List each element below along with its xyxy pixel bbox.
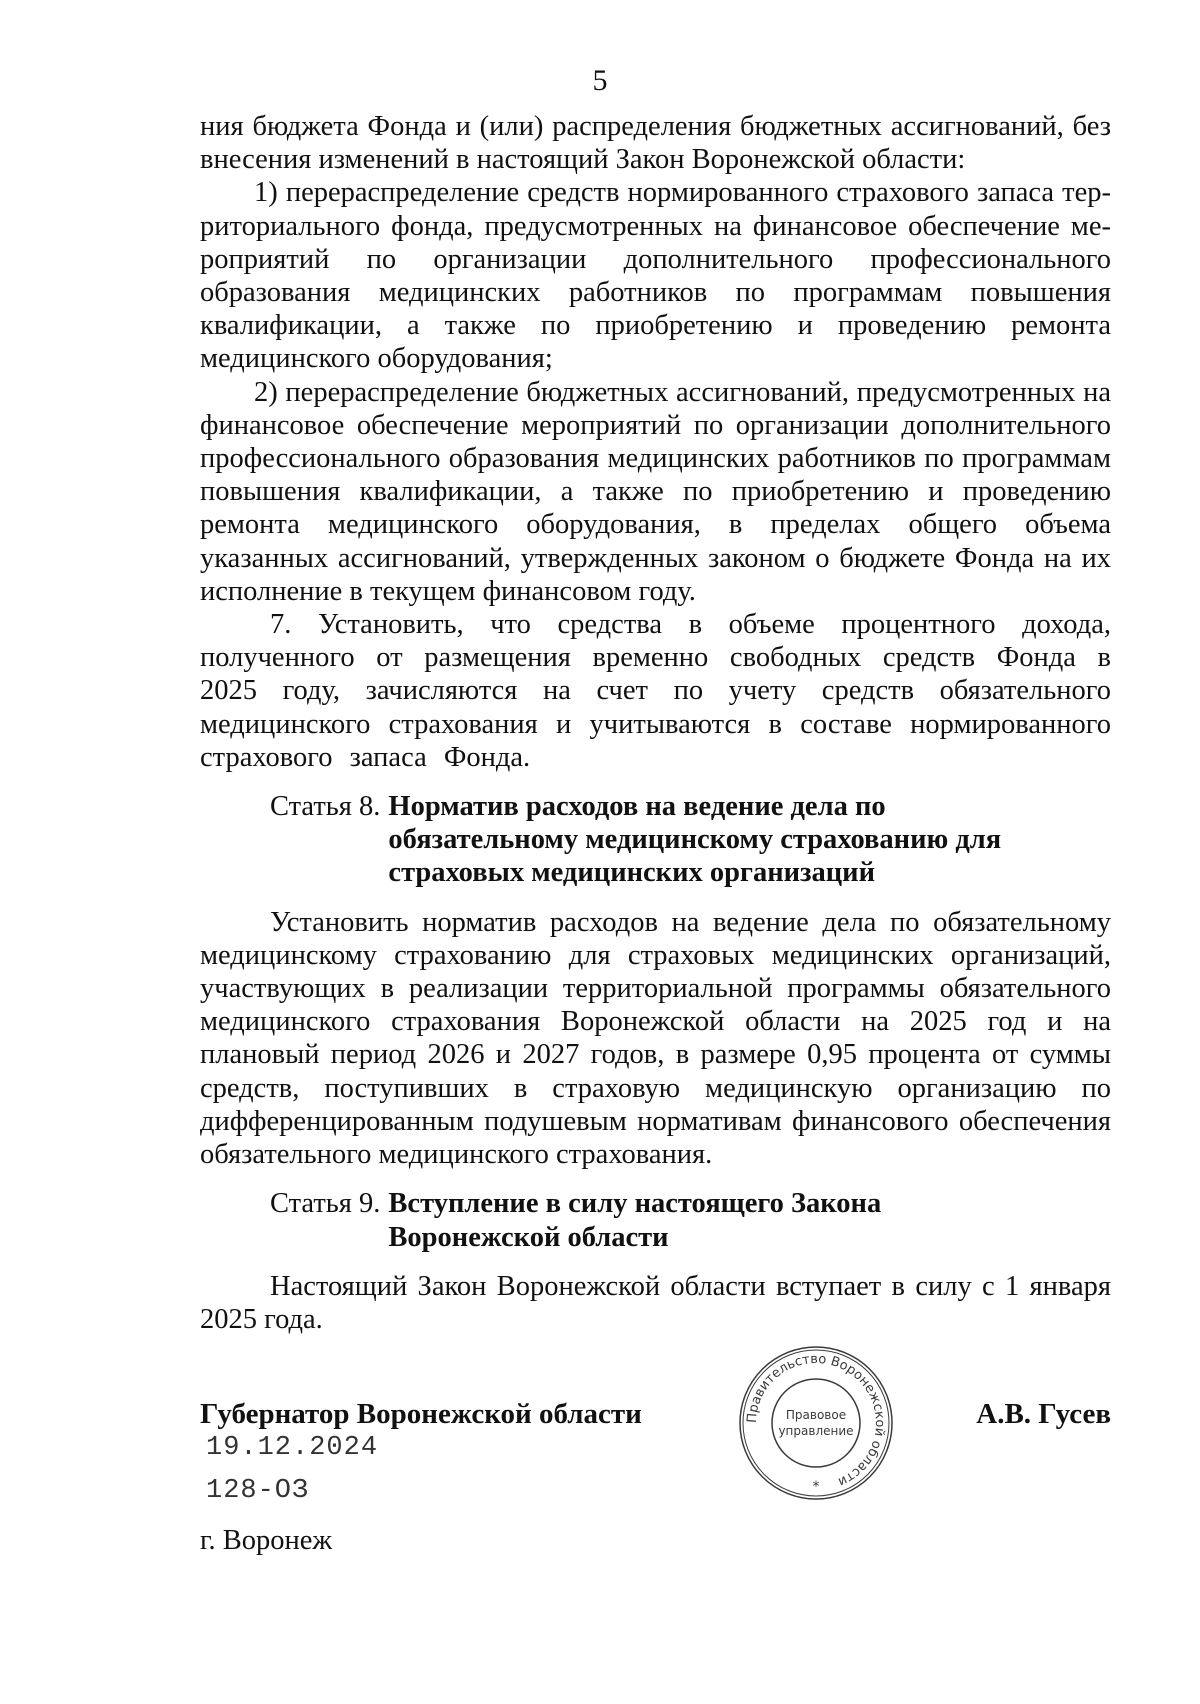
article-8-prefix: Статья 8.	[270, 791, 381, 823]
page-number: 5	[592, 64, 608, 97]
article-8-text: Установить норматив расходов на ведение дела по обязательному медицинскому страхованию для страховых медицинских организаций, участвующих в реализации территориальной программы обязательного медицинского страхования Воронежской области на 2025 год и на плановый период 2026 и 2027 годов, в размере 0,95 процента от суммы средств, поступивших в страховую медицинскую организацию по дифференцированным подушевым нормативам финансового обеспечения обязательного медицинского страхования.	[200, 906, 1111, 1171]
article-9-text: Настоящий Закон Воронежской области вступает в силу с 1 января 2025 года.	[200, 1270, 1111, 1335]
law-number: 128-ОЗ	[206, 1476, 310, 1506]
stamp-outer-ring	[740, 1347, 892, 1499]
article-9-prefix: Статья 9.	[270, 1188, 381, 1220]
article-9-heading	[200, 1187, 1111, 1253]
stamp-outer-ring-inner	[743, 1350, 889, 1496]
signatory-position: Губернатор Воронежской области	[200, 1398, 642, 1430]
paragraph-clause-7: 7. Установить, что средства в объеме процентного дохода, полученного от размещения временно свободных средств Фонда в 2025 году, зачисляются на счет по учету средств обязательного медицинского страхования и учитываются в составе нормированного страхового запаса Фонда.	[200, 609, 1111, 773]
stamp-star: *	[812, 1479, 820, 1495]
stamp-ring-text: Правительство Воронежской области	[744, 1351, 888, 1490]
stamp-inner-ring	[772, 1379, 860, 1467]
article-8-title: Норматив расходов на ведение дела по обязательному медицинскому страхованию для страховых медицинских организаций	[388, 791, 1002, 889]
signatory-name: А.В. Гусев	[976, 1398, 1111, 1430]
document-body	[200, 110, 1111, 1336]
paragraph-item-2: 2) перераспределение бюджетных ассигнований, предусмотренных на финансовое обеспечение мероприятий по организации дополнительного профессионального образования медицинских работников по программам повышения квалификации, а также по приобретению и проведению ремонта медицинского оборудования, в пределах общего объема указанных ассигнований, утвержденных законом о бюджете Фонда на их исполнение в текущем финансовом году.	[200, 376, 1111, 607]
law-date: 19.12.2024	[206, 1433, 379, 1463]
article-8-heading	[200, 790, 1111, 890]
stamp-center-line-1: Правовое	[785, 1408, 847, 1422]
stamp-center-line-2: управление	[778, 1424, 854, 1438]
article-9-title: Вступление в силу настоящего Закона Воронежской области	[388, 1188, 882, 1253]
official-stamp	[736, 1343, 896, 1503]
signing-city: г. Воронеж	[200, 1525, 333, 1556]
paragraph-item-1: 1) перераспределение средств нормированного страхового запаса территориального фонда, предусмотренных на финансовое обеспечение мероприятий по организации дополнительного профессионального образования медицинских работников по программам повышения квалификации, а также по приобретению и проведению ремонта медицинского оборудования;	[200, 177, 1111, 375]
paragraph-continuation: ния бюджета Фонда и (или) распределения бюджетных ассигнований, без внесения изменений в настоящий Закон Воронежской области:	[200, 111, 1111, 176]
